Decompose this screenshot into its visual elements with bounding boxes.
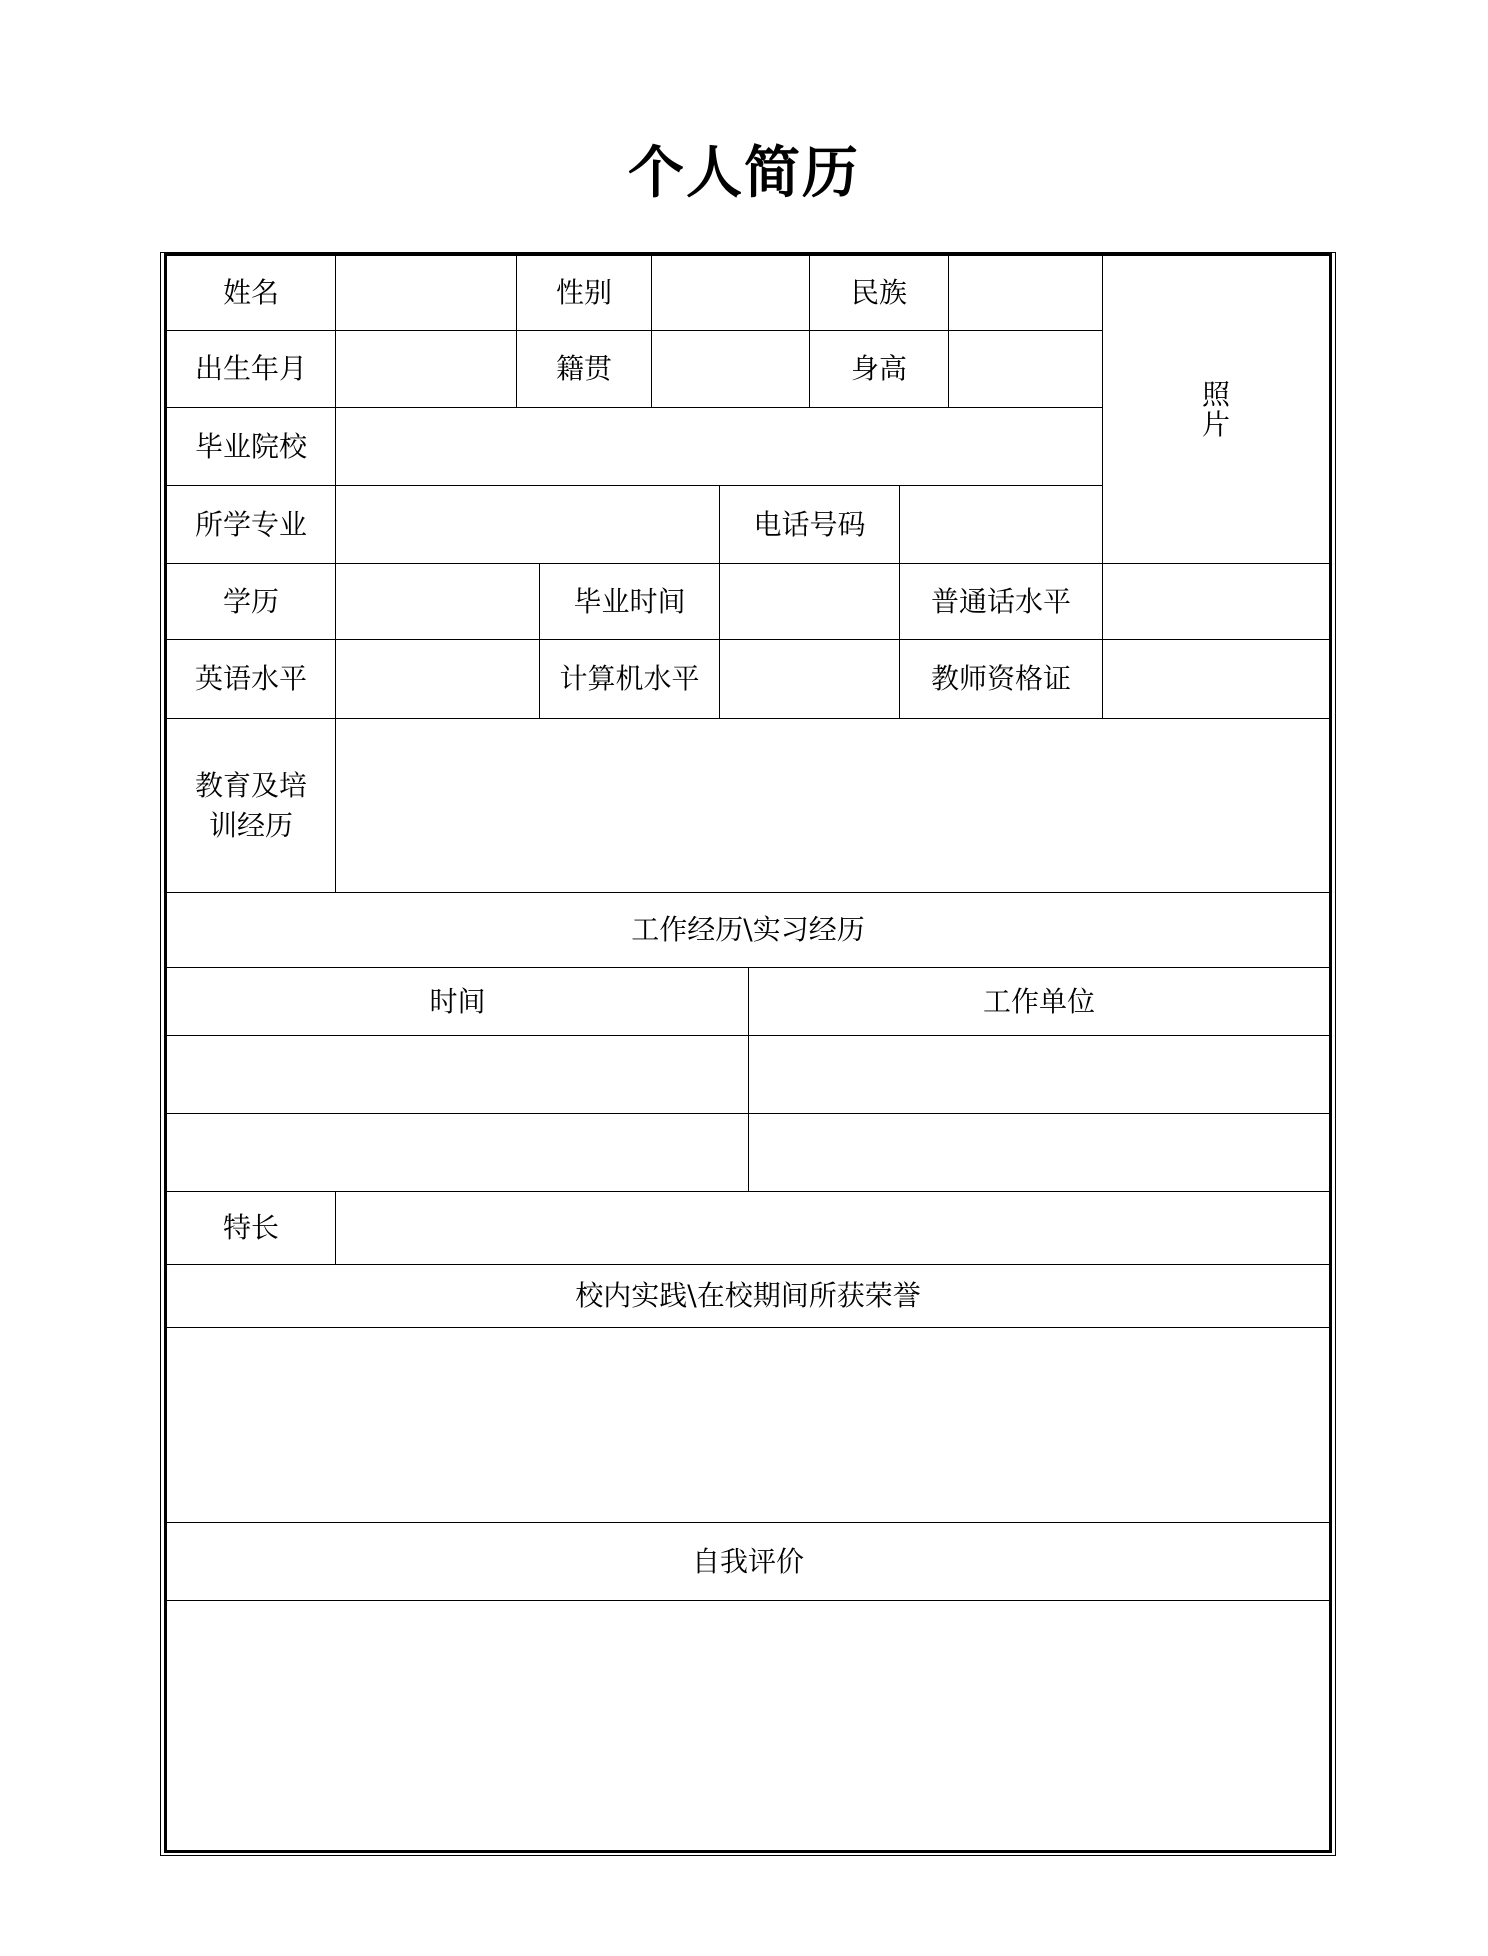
label-mandarin: 普通话水平 [899, 563, 1103, 640]
label-phone: 电话号码 [719, 485, 900, 564]
label-height: 身高 [809, 330, 949, 408]
label-education: 学历 [164, 563, 336, 640]
self-eval-header: 自我评价 [164, 1522, 1332, 1601]
label-ethnicity: 民族 [809, 253, 949, 331]
table-outer-border [160, 252, 1336, 1856]
photo-label: 照片 [1201, 377, 1230, 441]
label-birth: 出生年月 [164, 330, 336, 408]
label-specialty: 特长 [164, 1191, 336, 1265]
work-section-header: 工作经历\实习经历 [164, 892, 1332, 968]
label-computer: 计算机水平 [539, 639, 720, 719]
label-gender: 性别 [516, 253, 652, 331]
label-teacher-cert: 教师资格证 [899, 639, 1103, 719]
label-name: 姓名 [164, 253, 336, 331]
label-native-place: 籍贯 [516, 330, 652, 408]
label-grad-time: 毕业时间 [539, 563, 720, 640]
label-major: 所学专业 [164, 485, 336, 564]
label-school: 毕业院校 [164, 407, 336, 486]
page-title: 个人简历 [628, 141, 860, 206]
work-unit-header: 工作单位 [748, 967, 1332, 1036]
campus-section-header: 校内实践\在校期间所获荣誉 [164, 1264, 1332, 1328]
label-english: 英语水平 [164, 639, 336, 719]
edu-training-label-text: 教育及培训经历 [194, 768, 307, 842]
work-time-header: 时间 [164, 967, 749, 1036]
